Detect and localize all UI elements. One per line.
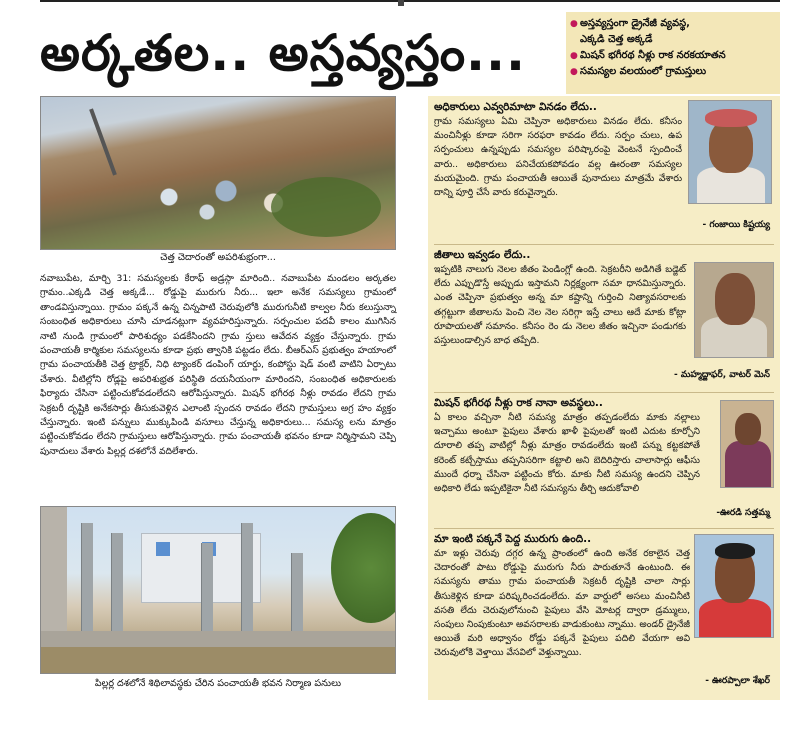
quote-signature: -ఊరడి సత్తమ్మ	[716, 508, 770, 518]
photo-pillar	[41, 507, 67, 647]
portrait-body	[725, 441, 771, 488]
portrait-body	[699, 599, 771, 638]
portrait-photo	[694, 534, 774, 638]
garbage-photo	[40, 96, 396, 250]
headline: అర్కతల.. అస్తవ్యస్తం...	[40, 24, 527, 82]
highlight-item: ● సమస్యల వలయంలో గ్రామస్తులు	[570, 64, 776, 80]
quote-signature: - మహ్మద్జాఫర్, వాటర్ మెన్	[673, 370, 770, 380]
section-divider	[434, 528, 774, 529]
top-rule-marker	[398, 0, 404, 6]
quote-heading: మా ఇంటి పక్కనే పెద్ద మురుగు ఉంది..	[434, 533, 592, 545]
portrait-face	[709, 119, 753, 173]
highlight-item: ● అస్తవ్యస్తంగా డ్రైనేజీ వ్యవస్థ,	[570, 16, 776, 32]
photo-pillar	[201, 543, 213, 643]
portrait-hair	[715, 543, 755, 559]
article-body: నవాబుపేట, మార్చి 31: సమస్యలకు కేరాఫ్ అడ్రస్గా మారింది.. నవాబుపేట మండలం అర్కతల గ్రామం..ఎక్కడి చెత్త అక్కడే... రోడ్డుపై మురుగు నీరు... ఇలా అనేక సమస్యలు గ్రామంలో తాండవిస్తున్నాయి. గ్రామం పక్కనే ఉన్న చిన్నపాటి చెరువులోకి మురుగునీటి కాల్వల నీరు కలుస్తున్నా సంబంధిత అధికారులు చూసి చూడనట్లుగా వ్యవహరిస్తున్నారు. సర్పంచుల పదవీ కాలం ముగిసిన నాటి నుండి గ్రామంలో పారిశుధ్యం పడకేసిందని గ్రామ స్తులు ఆవేదన వ్యక్తం చేస్తున్నారు. గ్రామ పంచాయతీ కార్మికుల సమస్యలను కూడా ప్రభు త్వానికి పట్టడం లేదు. బీఆర్ఎస్ ప్రభుత్వం హయాంలో గ్రామ పంచాయతీకి చెత్త ట్రాక్టర్, నిధి ట్యాంకర్ డంపింగ్ యార్డు, కంపోస్టు షెడ్ వంటి వాటిని ఏర్పాటు చేశారు. వీటిల్లోని రోడ్లపై అపరిశుభ్రత పరిస్థితి దయనీయంగా మారిందని, సంబంధిత అధికారులకు ఫిర్యాదు చేసినా పట్టించుకోవడంలేదని ఆరోపిస్తున్నారు. మిషన్ భగీరథ నీళ్లు రావడం లేదని గ్రామ సెక్రటరీ దృష్టికి అనేకసార్లు తీసుకువెళ్లిన ఎలాంటి స్పందన రావడం లేదని గ్రామస్తులు అగ్ర హం వ్యక్తం చేస్తున్నారు. ఇంటి పన్నులు ముక్కుపిండి వసూలు చేస్తున్న అధికారులు... సమస్య లను మాత్రం పట్టించుకోవడం లేదని గ్రామస్తులు ఆరోపిస్తున్నారు. గ్రామ పంచాయతీ భవనం కూడా నిర్మిస్తామని చెప్పి పునాదులు వేశారు పిల్లర్ల దశలోనే వదిలేశారు.	[40, 273, 396, 457]
photo-pillar	[111, 533, 123, 643]
photo-pole	[89, 108, 117, 175]
highlights-box	[566, 12, 780, 94]
photo-pillar	[241, 523, 253, 643]
quote-text: ఇప్పటికి నాలుగు నెలల జీతం పెండింగ్లో ఉంది. సెక్రటరీని అడిగితే బడ్జెట్ లేదు ఎప్పుడొస్తే అప్పుడు ఇస్తామని నిర్లక్ష్యంగా సమా ధానమిస్తున్నారు. ఎంత చెప్పినా ప్రభుత్వం అన్న మా కష్టాన్ని గుర్తించి నిత్యావసరాలకు తగ్గట్టుగా జీతాలను పెంచి నెల నెల సరిగ్గా ఇస్తే చాలు ఆదే మాకు కోట్లా రూపాయలతో సమానం. కనీసం రెం డు నెలల జీతం ఇచ్చినా పండుగకు పస్తులుండాల్సిన బాధ తప్పేది.	[434, 264, 686, 347]
photo-pillar	[81, 523, 93, 643]
portrait-face	[715, 273, 755, 325]
building-photo	[40, 506, 396, 674]
photo-caption: చెత్త చెదారంతో అపరిశుభ్రంగా...	[160, 252, 276, 263]
quote-signature: - ఊరప్పాలా శేఖర్	[705, 676, 770, 686]
photo-tree	[331, 513, 396, 623]
quote-text: ఏ కాలం వచ్చినా నీటి సమస్య మాత్రం తప్పడంలేదు మాకు నల్లాలు ఇచ్చాము అంటూ పైపులు వేశారు ఖాళీ పైపులతో ఇంటి ఎదుట కూర్చోని దూరాలి తప్ప వాటిల్లో నీళ్లు మాత్రం రావడంలేదు ఇంటి పన్ను కట్టకపోతే కరెంట్ కట్చేస్తాము తప్పనిసరిగా కట్టాలి అని బెదిరిస్తారు చాలాసార్లు ఆఫీసు ముందే ధర్నా చేసినా పట్టించు కోరు. మాకు నీటి సమస్య ఉందని చెప్పిన అధికారి లేడు ఇప్పటికైనా నీటి సమస్యను తీర్చి ఆదుకోవాలి	[434, 412, 700, 495]
portrait-photo	[694, 262, 774, 358]
portrait-photo	[720, 400, 774, 488]
quote-heading: మిషన్ భగీరథ నీళ్లు రాక నానా అవస్థలు..	[434, 397, 603, 409]
photo-wall	[41, 631, 396, 647]
photo-caption: పిల్లర్ల దశలోనే శిథిలావస్థకు చేరిన పంచాయతీ భవన నిర్మాణ పనులు	[94, 678, 342, 689]
section-divider	[434, 244, 774, 245]
photo-bush	[271, 177, 381, 237]
quote-signature: - గంజాయి కిష్టయ్య	[702, 220, 770, 230]
quote-heading: జీతాలు ఇవ్వడం లేదు..	[434, 249, 531, 261]
quote-heading: అధికారులు ఎవ్వరిమాటా వినడం లేదు..	[434, 101, 597, 113]
top-rule	[40, 0, 780, 8]
photo-ground	[41, 647, 396, 673]
quote-text: మా ఇళ్లు చెరువు దగ్గర ఉన్న ప్రాంతంలో ఉంది అనేక రకాలైన చెత్త చెదారంతో పాటు రోడ్డుపై మురుగు నీరు పారుతూనే ఉంటుంది. ఈ సమస్యను తాము గ్రామ పంచాయతీ సెక్రటరీ దృష్టికి చాలా సార్లు తీసుకెళ్లిన కూడా పరిష్కరించడంలేదు. మా వార్డులో అసలు మంచినీటి వసతి లేదు చెరువులోనుంచి పైపులు వేసి మోటర్ల ద్వారా డ్రమ్ములు, సంపులు నింపుకుంటూ అవసరాలకు వాడుకుంటు న్నాము. అండర్ డ్రైనేజీ ఆయితే మరి అధ్వానం రోడ్డు పక్కనే పైపులు పదిలి వేయగా అవి చెరువులోకి వెళ్తాయి వేసవిలో వెళ్తున్నాయి.	[434, 548, 691, 659]
photo-pillar	[291, 553, 303, 643]
section-divider	[434, 392, 774, 393]
photo-window	[156, 542, 170, 556]
highlight-item: ఎక్కడి చెత్త అక్కడే	[580, 34, 653, 45]
portrait-turban	[705, 109, 757, 127]
portrait-photo	[688, 100, 772, 204]
portrait-face	[735, 413, 761, 445]
quote-text: గ్రామ సమస్యలు ఏమి చెప్పినా అధికారులు వినడం లేదు. కనీసం మంచినీళ్లు కూడా సరిగా సరఫరా కావడం లేదు. సర్పం చులు, ఉప సర్పంచులు ఉన్నప్పుడు సమస్యల పరిష్కారంపై వెంటనే స్పందించే వారు.. అధికారులు పనిచేయకపోవడం వల్ల ఊరంతా సమస్యల మయమైంది. గ్రామ పంచాయతీ ఆయితే పునాదులు మాత్రమే వేశారు దాన్ని పూర్తి చేసే వారు కరువైన్నారు.	[434, 116, 682, 199]
highlight-item: ● మిషన్ భగీరథ నీళ్లు రాక నరకయాతన	[570, 48, 776, 64]
